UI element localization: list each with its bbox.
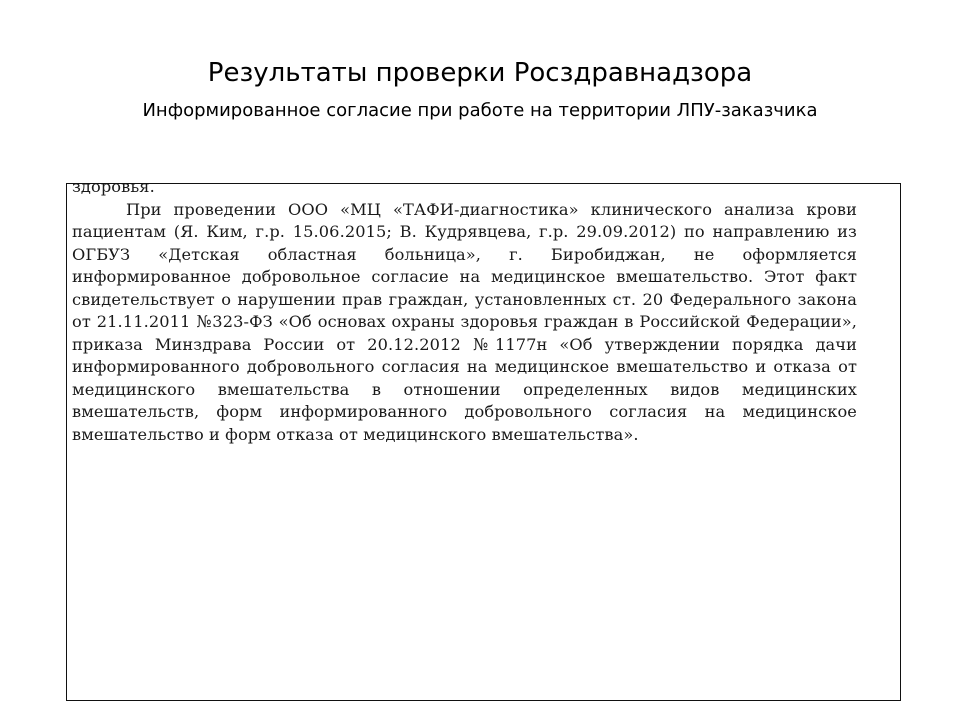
scanned-cut-line: здоровья.	[72, 183, 155, 196]
scanned-paragraph: При проведении ООО «МЦ «ТАФИ-диагностика» клинического анализа крови пациентам (Я. Ким, г.р. 15.06.2015; В. Кудрявцева, г.р. 29.09.2012) по направлению из ОГБУЗ «Детская областная больница», г. Биробиджан, не оформляется информированное добровольное согласие на медицинское вмешательство. Этот факт свидетельствует о нарушении прав граждан, установленных ст. 20 Федерального закона от 21.11.2011 №323-ФЗ «Об основах охраны здоровья граждан в Российской Федерации», приказа Минздрава России от 20.12.2012 №1177н «Об утверждении порядка дачи информированного добровольного согласия на медицинское вмешательство и отказа от медицинского вмешательства в отношении определенных видов медицинских вмешательств, форм информированного добровольного согласия на медицинское вмешательство и форм отказа от медицинского вмешательства».	[72, 199, 857, 444]
scanned-document-excerpt	[66, 183, 901, 701]
scan-blank-area	[67, 490, 900, 701]
slide-title: Результаты проверки Росздравнадзора	[207, 58, 753, 88]
scanned-text-block	[72, 183, 857, 446]
slide-subtitle: Информированное согласие при работе на территории ЛПУ-заказчика	[142, 100, 818, 121]
